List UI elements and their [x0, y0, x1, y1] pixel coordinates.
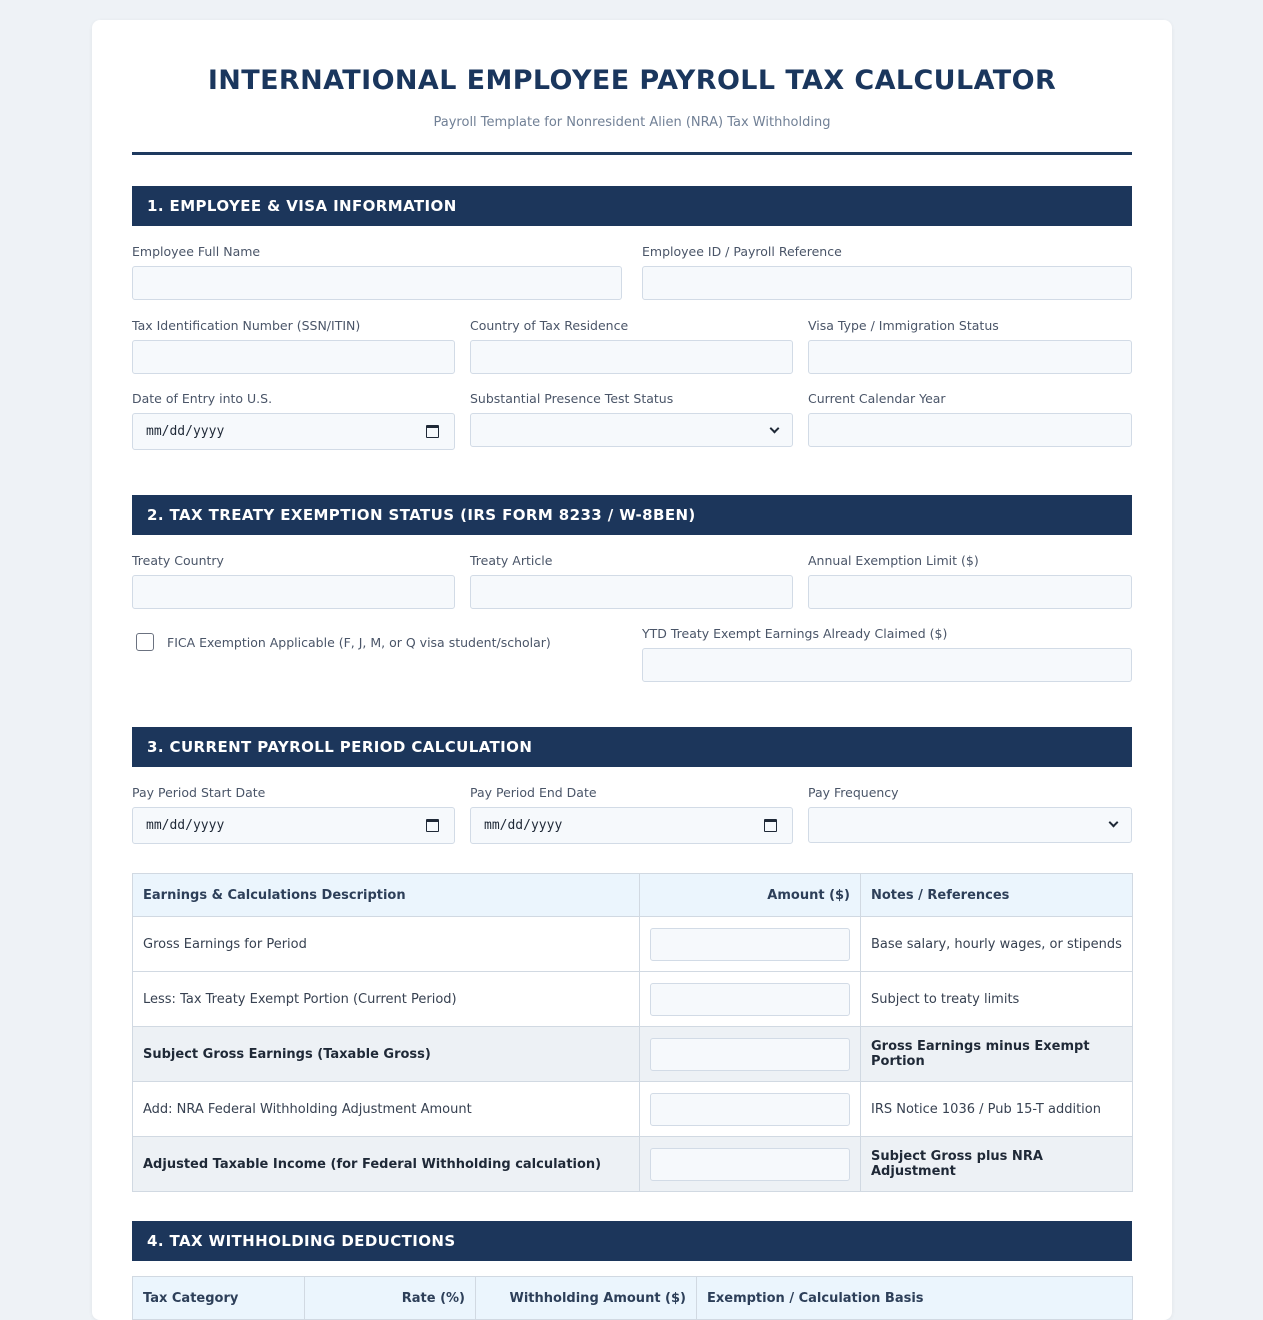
amount-input[interactable]	[650, 1038, 850, 1071]
period-end-placeholder: mm/dd/yyyy	[484, 818, 563, 833]
exemption-limit-field	[808, 552, 1132, 609]
calendar-icon[interactable]	[764, 819, 777, 832]
row-amount-cell	[640, 917, 861, 972]
row-notes: Subject to treaty limits	[861, 972, 1133, 1027]
employee-name-input[interactable]	[132, 266, 622, 300]
earnings-table-header-row	[133, 874, 1133, 917]
country-field	[470, 317, 793, 374]
exemption-limit-label: Annual Exemption Limit ($)	[808, 553, 979, 568]
spt-status-select[interactable]	[470, 413, 793, 447]
employee-id-input[interactable]	[642, 266, 1132, 300]
employee-id-field	[642, 243, 1132, 300]
row-notes: Gross Earnings minus Exempt Portion	[861, 1027, 1133, 1082]
ytd-claimed-field	[642, 625, 1132, 682]
page-title: INTERNATIONAL EMPLOYEE PAYROLL TAX CALCULATOR	[207, 65, 1057, 96]
table-row	[133, 1082, 1133, 1137]
page-subtitle: Payroll Template for Nonresident Alien (NRA) Tax Withholding	[433, 115, 831, 130]
treaty-article-field	[470, 552, 793, 609]
column-header-description: Earnings & Calculations Description	[133, 874, 640, 917]
calendar-year-input[interactable]	[808, 413, 1132, 447]
fica-exemption-row	[136, 633, 551, 651]
row-description: Gross Earnings for Period	[133, 917, 640, 972]
entry-date-field	[132, 390, 455, 450]
table-row	[133, 917, 1133, 972]
calendar-year-field	[808, 390, 1132, 447]
column-header-notes: Notes / References	[861, 874, 1133, 917]
column-header-rate: Rate (%)	[305, 1277, 476, 1320]
pay-frequency-label: Pay Frequency	[808, 785, 899, 800]
employee-name-field	[132, 243, 622, 300]
chevron-down-icon	[770, 424, 780, 434]
column-header-withholding-amount: Withholding Amount ($)	[476, 1277, 697, 1320]
ytd-claimed-label: YTD Treaty Exempt Earnings Already Claimed ($)	[642, 626, 948, 641]
entry-date-placeholder: mm/dd/yyyy	[146, 424, 225, 439]
title-divider	[132, 152, 1132, 155]
period-start-label: Pay Period Start Date	[132, 785, 266, 800]
column-header-amount: Amount ($)	[640, 874, 861, 917]
pay-frequency-select[interactable]	[808, 807, 1132, 843]
fica-exemption-label: FICA Exemption Applicable (F, J, M, or Q visa student/scholar)	[167, 634, 551, 650]
calendar-icon[interactable]	[426, 425, 439, 438]
visa-input[interactable]	[808, 340, 1132, 374]
fica-exemption-checkbox[interactable]	[136, 633, 154, 651]
visa-field	[808, 317, 1132, 374]
treaty-country-input[interactable]	[132, 575, 455, 609]
column-header-basis: Exemption / Calculation Basis	[697, 1277, 1133, 1320]
period-start-input[interactable]	[132, 807, 455, 844]
pay-frequency-field	[808, 784, 1132, 844]
employee-id-label: Employee ID / Payroll Reference	[642, 244, 842, 259]
amount-input[interactable]	[650, 1148, 850, 1181]
column-header-tax-category: Tax Category	[133, 1277, 305, 1320]
treaty-country-field	[132, 552, 455, 609]
table-row-subtotal	[133, 1137, 1133, 1192]
entry-date-input[interactable]	[132, 413, 455, 450]
row-description: Subject Gross Earnings (Taxable Gross)	[133, 1027, 640, 1082]
employee-name-label: Employee Full Name	[132, 244, 261, 259]
row-notes: Subject Gross plus NRA Adjustment	[861, 1137, 1133, 1192]
period-end-input[interactable]	[470, 807, 793, 844]
section-payroll-period-heading: 3. CURRENT PAYROLL PERIOD CALCULATION	[132, 727, 1132, 767]
row-amount-cell	[640, 1027, 861, 1082]
row-description: Adjusted Taxable Income (for Federal Withholding calculation)	[133, 1137, 640, 1192]
calendar-icon[interactable]	[426, 819, 439, 832]
spt-status-field	[470, 390, 793, 447]
chevron-down-icon	[1109, 818, 1119, 828]
row-amount-cell	[640, 1137, 861, 1192]
tin-input[interactable]	[132, 340, 455, 374]
amount-input[interactable]	[650, 983, 850, 1016]
section-treaty-heading: 2. TAX TREATY EXEMPTION STATUS (IRS FORM 8233 / W-8BEN)	[132, 495, 1132, 535]
section-withholding-heading: 4. TAX WITHHOLDING DEDUCTIONS	[132, 1221, 1132, 1261]
ytd-claimed-input[interactable]	[642, 648, 1132, 682]
tin-label: Tax Identification Number (SSN/ITIN)	[132, 318, 361, 333]
row-amount-cell	[640, 972, 861, 1027]
withholding-table-header-row	[133, 1277, 1133, 1320]
row-notes: Base salary, hourly wages, or stipends	[861, 917, 1133, 972]
table-row-subtotal	[133, 1027, 1133, 1082]
section-employee-visa-heading: 1. EMPLOYEE & VISA INFORMATION	[132, 186, 1132, 226]
row-amount-cell	[640, 1082, 861, 1137]
treaty-article-label: Treaty Article	[470, 553, 553, 568]
period-start-placeholder: mm/dd/yyyy	[146, 818, 225, 833]
earnings-table	[132, 873, 1133, 1192]
row-description: Add: NRA Federal Withholding Adjustment Amount	[133, 1082, 640, 1137]
spt-status-label: Substantial Presence Test Status	[470, 391, 674, 406]
period-start-field	[132, 784, 455, 844]
amount-input[interactable]	[650, 1093, 850, 1126]
amount-input[interactable]	[650, 928, 850, 961]
entry-date-label: Date of Entry into U.S.	[132, 391, 273, 406]
calendar-year-label: Current Calendar Year	[808, 391, 946, 406]
treaty-article-input[interactable]	[470, 575, 793, 609]
country-label: Country of Tax Residence	[470, 318, 629, 333]
row-description: Less: Tax Treaty Exempt Portion (Current Period)	[133, 972, 640, 1027]
row-notes: IRS Notice 1036 / Pub 15-T addition	[861, 1082, 1133, 1137]
withholding-table	[132, 1276, 1133, 1320]
exemption-limit-input[interactable]	[808, 575, 1132, 609]
period-end-field	[470, 784, 793, 844]
table-row	[133, 972, 1133, 1027]
treaty-country-label: Treaty Country	[132, 553, 224, 568]
country-input[interactable]	[470, 340, 793, 374]
period-end-label: Pay Period End Date	[470, 785, 597, 800]
tin-field	[132, 317, 455, 374]
visa-label: Visa Type / Immigration Status	[808, 318, 999, 333]
payroll-form-card	[92, 20, 1172, 1320]
